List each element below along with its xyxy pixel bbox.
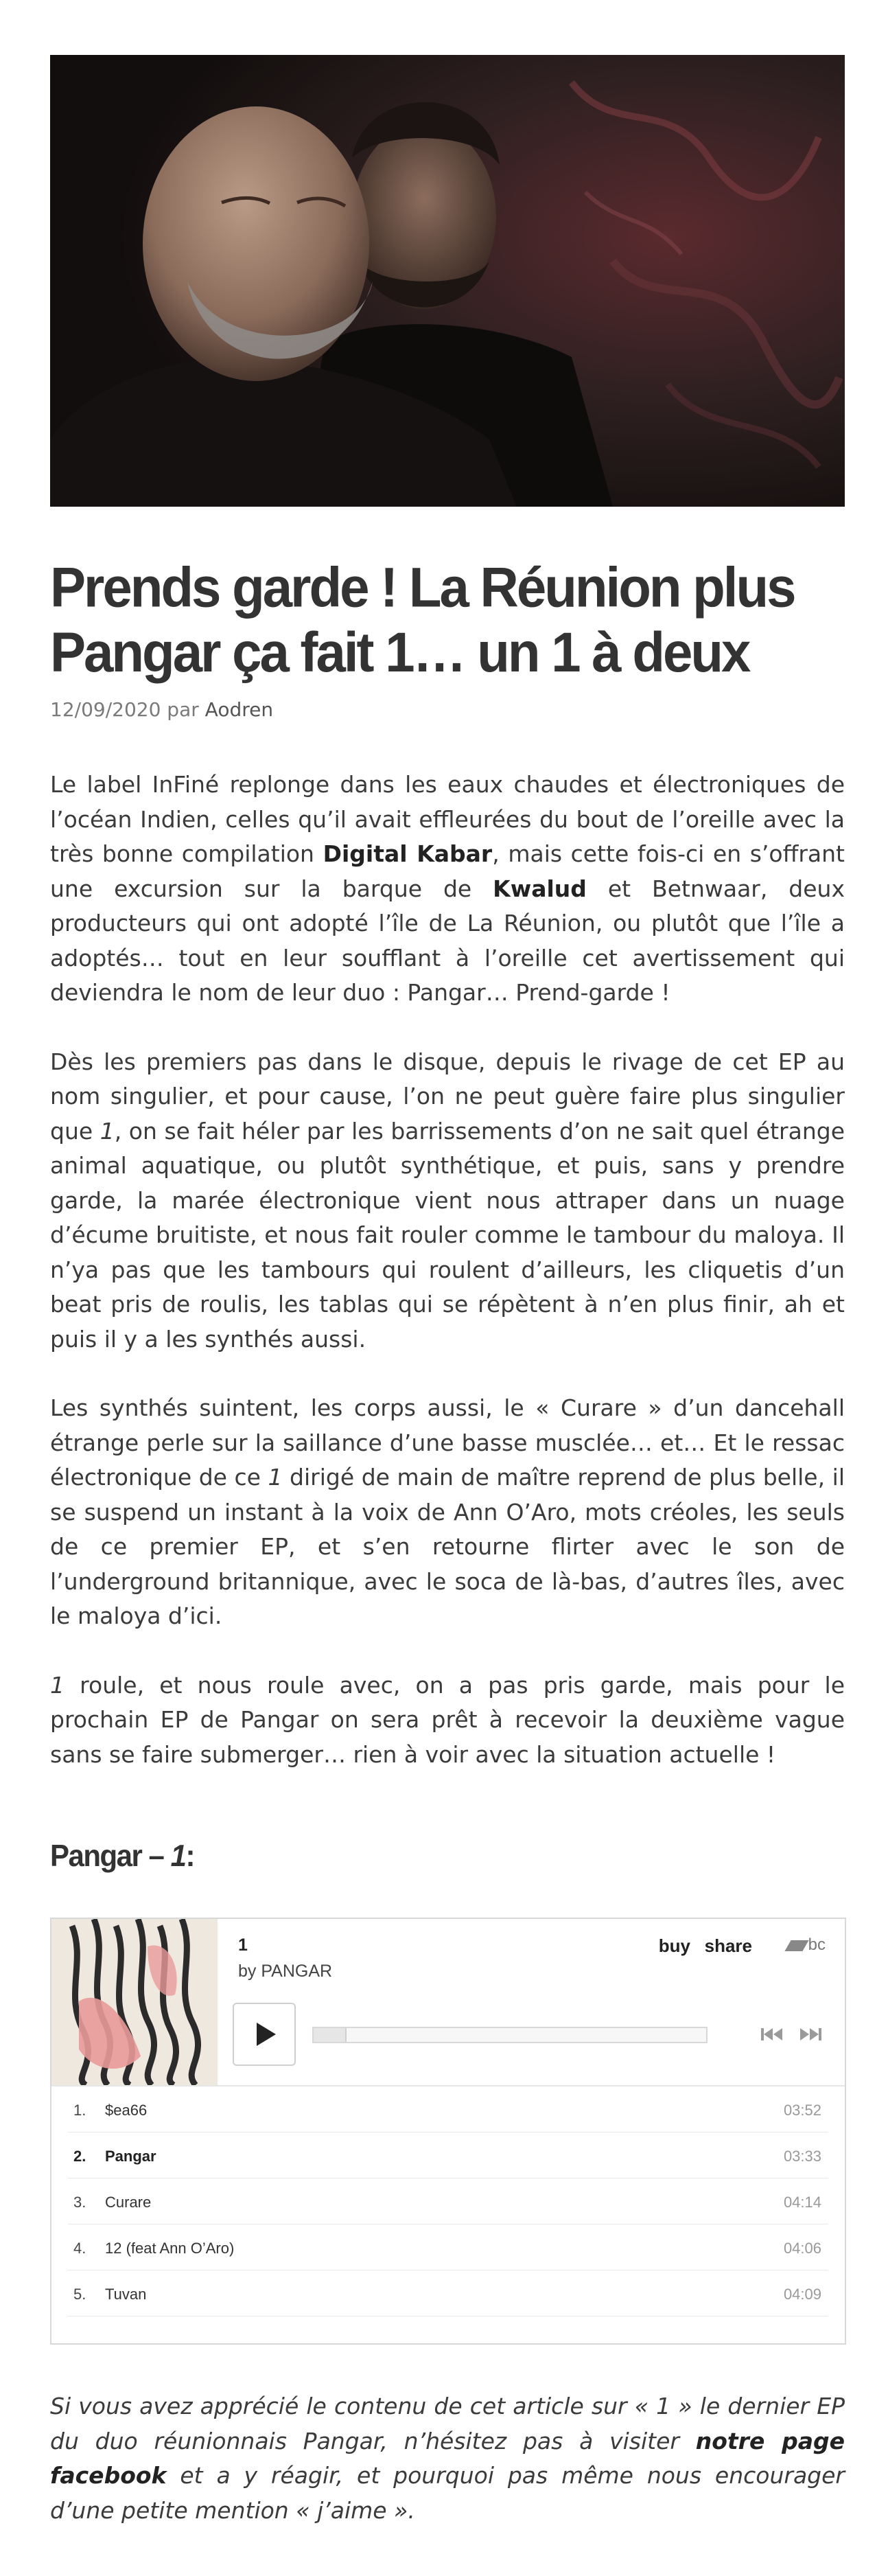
next-icon [798,2026,823,2043]
tracklist [51,2085,845,2316]
track-duration: 04:14 [783,2194,821,2211]
track-number: 1. [73,2102,86,2119]
text: Si vous avez apprécié le contenu de cet article sur « 1 » le dernier EP du duo réunionnais Pangar, n’hésitez pas à visiter [50,2393,845,2454]
player-header [218,1919,845,2085]
post-by: par [167,698,199,721]
article-body [50,768,845,1806]
text: et Betnwaar, deux producteurs qui ont adopté l’île de La Réunion, ou plutôt que l’île a adoptés… tout en leur soufflant à l’oreille cet avertissement qui deviendra le nom de leur duo : Pangar… Prend-garde ! [50,875,845,1006]
facebook-page-link[interactable]: notre page facebook [50,2427,845,2489]
text: et a y réagir, et pourquoi pas même nous encourager d’une petite mention « j’aime ». [50,2462,845,2524]
heading-album: 1 [170,1839,186,1873]
track-duration: 03:52 [783,2102,821,2119]
album-cover[interactable] [51,1919,218,2085]
track-name[interactable]: Tuvan [105,2286,147,2303]
article-paragraph [50,1668,845,1773]
post-author[interactable]: Aodren [205,698,274,721]
track-row-active[interactable] [68,2132,828,2178]
article-paragraph [50,768,845,1011]
bandcamp-logo-text: bc [808,1935,826,1954]
track-name[interactable]: 12 (feat Ann O’Aro) [105,2240,235,2257]
previous-track-button[interactable] [760,2026,784,2043]
article-title [50,555,845,685]
track-duration: 04:06 [783,2240,821,2257]
track-name[interactable]: Pangar [105,2148,156,2165]
track-name[interactable]: $ea66 [105,2102,148,2119]
next-track-button[interactable] [798,2026,823,2043]
track-duration: 03:33 [783,2148,821,2165]
progress-bar[interactable] [312,2027,708,2043]
bandcamp-player [50,1918,846,2345]
share-button[interactable]: share [704,1935,752,1956]
kwalud-bold: Kwalud [493,875,587,902]
article-paragraph [50,1391,845,1634]
heading-colon: : [185,1839,194,1873]
bandcamp-logo[interactable] [788,1935,826,1955]
track-row[interactable] [68,2178,828,2224]
article-title-line1: Prends garde ! La Réunion plus [50,555,795,619]
text: , on se fait héler par les barrissements d’on ne sait quel étrange animal aquatique, ou plutôt synthétique, et puis, sans y prendre garde, la marée électronique vient nous attraper dans un nuage d’écume bruitiste, et nous fait rouler comme le tambour du maloya. Il n’ya pas que les tambours qui roulent d’ailleurs, les cliquetis d’un beat pris de roulis, les tablas qui se répètent à n’en plus finir, ah et puis il y a les synthés aussi. [50,1117,845,1353]
player-heading [50,1839,194,1873]
play-button[interactable] [233,2003,296,2066]
article-title-line2: Pangar ça fait 1… un 1 à deux [50,620,749,684]
album-name-italic: 1 [100,1117,115,1145]
outro-paragraph [50,2389,845,2528]
article-paragraph [50,1045,845,1357]
post-date[interactable]: 12/09/2020 [50,698,161,721]
text: Le label InFiné replonge dans les eaux chaudes et électroniques de l’océan Indien, celles qu’il avait effleurées du bout de l’oreille avec la très bonne compilation [50,771,845,867]
play-icon [257,2023,276,2046]
progress-thumb[interactable] [314,2028,347,2042]
track-number: 5. [73,2286,86,2303]
track-row[interactable] [68,2086,828,2132]
text: roule, et nous roule avec, on a pas pris garde, mais pour le prochain EP de Pangar on sera prêt à recevoir la deuxième vague sans se faire submerger… rien à voir avec la situation actuelle ! [50,1671,845,1768]
bandcamp-icon [784,1940,808,1951]
track-number: 2. [73,2148,86,2165]
text: dirigé de main de maître reprend de plus belle, il se suspend un instant à la voix de Ann O’Aro, mots créoles, les seuls de ce premier EP, et s’en retourne flirter avec le son de l’underground britannique, avec le soca de là-bas, d’autres îles, avec le maloya d’ici. [50,1464,845,1629]
digital-kabar-bold: Digital Kabar [323,840,493,867]
track-number: 3. [73,2194,86,2211]
album-title[interactable]: 1 [238,1935,248,1955]
hero-photo [50,55,845,507]
buy-button[interactable]: buy [658,1935,690,1956]
text: Dès les premiers pas dans le disque, depuis le rivage de cet EP au nom singulier, et pour cause, l’on ne peut guère faire plus singulier que [50,1048,845,1145]
track-name[interactable]: Curare [105,2194,152,2211]
track-row[interactable] [68,2224,828,2270]
text: , mais cette fois-ci en s’offrant une excursion sur la barque de [50,840,845,902]
track-duration: 04:09 [783,2286,821,2303]
track-number: 4. [73,2240,86,2257]
track-row[interactable] [68,2270,828,2316]
text: Les synthés suintent, les corps aussi, le « Curare » d’un dancehall étrange perle sur la saillance d’une basse musclée… et… Et le ressac électronique de ce [50,1394,845,1491]
post-meta [50,698,273,721]
album-name-italic: 1 [268,1464,283,1491]
previous-icon [760,2026,784,2043]
album-artist[interactable]: by PANGAR [238,1962,333,1981]
heading-artist: Pangar – [50,1839,164,1873]
album-name-italic: 1 [50,1671,65,1699]
